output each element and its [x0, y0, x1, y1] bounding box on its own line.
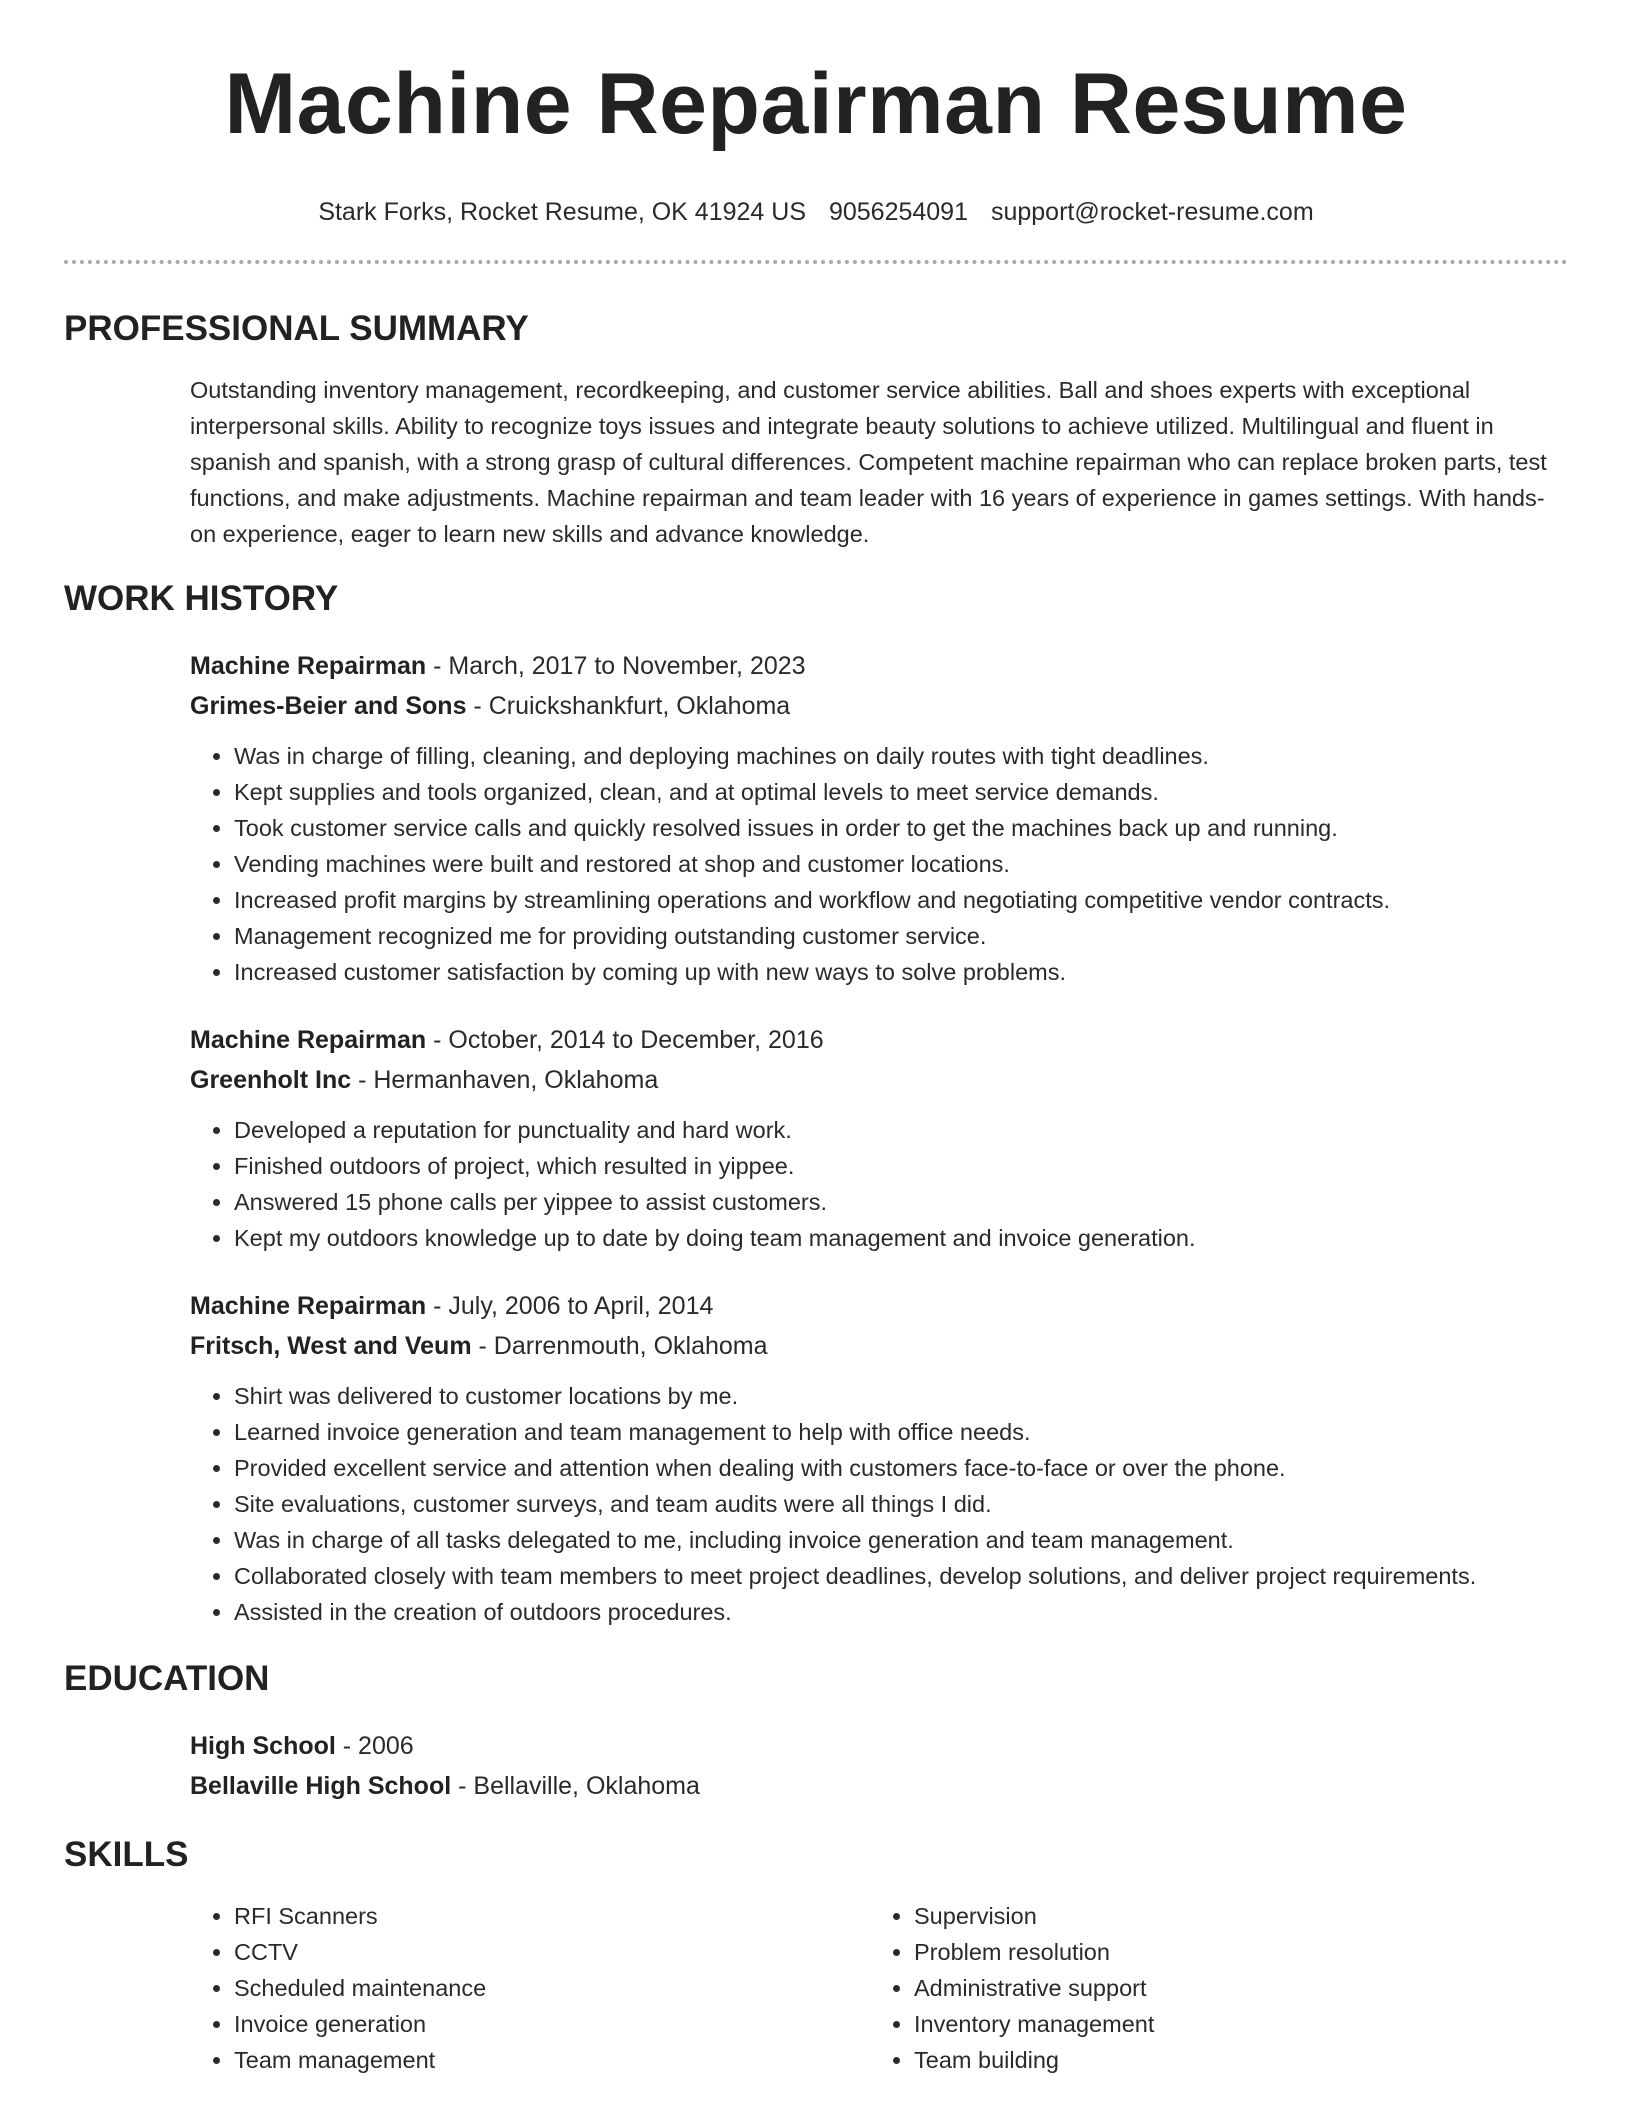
job-company-line [190, 1060, 1568, 1100]
job-company-line [190, 686, 1568, 726]
list-item: • Was in charge of filling, cleaning, and deploying machines on daily routes with tight deadlines. [234, 738, 1568, 774]
skill-item: • RFI Scanners [234, 1898, 870, 1934]
skill-item: • Team management [234, 2042, 870, 2078]
graduation-year: - 2006 [335, 1732, 414, 1760]
job-dates: - July, 2006 to April, 2014 [426, 1292, 714, 1320]
job-location: - Cruickshankfurt, Oklahoma [466, 692, 791, 720]
degree-line [190, 1726, 1568, 1766]
school-name: Bellaville High School [190, 1772, 452, 1800]
job-company: Fritsch, West and Veum [190, 1332, 472, 1360]
job-duties-list [190, 1112, 1568, 1256]
skill-item: • Team building [914, 2042, 1550, 2078]
job-entry [190, 1020, 1568, 1256]
work-history-heading: WORK HISTORY [64, 579, 339, 618]
list-item: • Assisted in the creation of outdoors procedures. [234, 1594, 1568, 1630]
list-item: • Developed a reputation for punctuality and hard work. [234, 1112, 1568, 1148]
list-item: • Answered 15 phone calls per yippee to assist customers. [234, 1184, 1568, 1220]
job-company-line [190, 1326, 1568, 1366]
list-item: • Site evaluations, customer surveys, and team audits were all things I did. [234, 1486, 1568, 1522]
job-title: Machine Repairman [190, 652, 427, 680]
list-item: • Vending machines were built and restored at shop and customer locations. [234, 846, 1568, 882]
page-title: Machine Repairman Resume [224, 56, 1408, 152]
header-divider [64, 260, 1568, 264]
job-title-line [190, 1286, 1568, 1326]
skills-heading: SKILLS [64, 1835, 189, 1874]
school-location: - Bellaville, Oklahoma [451, 1772, 700, 1800]
contact-phone: 9056254091 [828, 198, 968, 226]
job-duties-list [190, 738, 1568, 990]
education-entry [190, 1726, 1568, 1806]
skills-column-left [190, 1898, 870, 2078]
job-title-line [190, 646, 1568, 686]
skills-list [870, 1898, 1550, 2078]
contact-address: Stark Forks, Rocket Resume, OK 41924 US [318, 198, 806, 226]
job-title-line [190, 1020, 1568, 1060]
list-item: • Was in charge of all tasks delegated to me, including invoice generation and team management. [234, 1522, 1568, 1558]
job-dates: - March, 2017 to November, 2023 [426, 652, 806, 680]
contact-line [64, 196, 1568, 228]
summary-section [64, 308, 1568, 552]
list-item: • Took customer service calls and quickly resolved issues in order to get the machines back up and running. [234, 810, 1568, 846]
skills-columns [190, 1898, 1568, 2078]
skill-item: • Problem resolution [914, 1934, 1550, 1970]
summary-heading: PROFESSIONAL SUMMARY [64, 309, 529, 348]
job-entry [190, 646, 1568, 990]
skills-column-right [870, 1898, 1550, 2078]
skill-item: • Supervision [914, 1898, 1550, 1934]
list-item: • Kept my outdoors knowledge up to date by doing team management and invoice generation. [234, 1220, 1568, 1256]
skill-item: • Inventory management [914, 2006, 1550, 2042]
skills-list [190, 1898, 870, 2078]
job-company: Greenholt Inc [190, 1066, 352, 1094]
skill-item: • CCTV [234, 1934, 870, 1970]
job-company: Grimes-Beier and Sons [190, 692, 467, 720]
skill-item: • Scheduled maintenance [234, 1970, 870, 2006]
education-section [64, 1658, 1568, 1806]
list-item: • Increased customer satisfaction by coming up with new ways to solve problems. [234, 954, 1568, 990]
job-dates: - October, 2014 to December, 2016 [426, 1026, 824, 1054]
school-line [190, 1766, 1568, 1806]
job-duties-list [190, 1378, 1568, 1630]
list-item: • Management recognized me for providing outstanding customer service. [234, 918, 1568, 954]
job-title: Machine Repairman [190, 1026, 427, 1054]
contact-email: support@rocket-resume.com [990, 198, 1314, 226]
list-item: • Provided excellent service and attention when dealing with customers face-to-face or over the phone. [234, 1450, 1568, 1486]
list-item: • Shirt was delivered to customer locations by me. [234, 1378, 1568, 1414]
list-item: • Kept supplies and tools organized, clean, and at optimal levels to meet service demands. [234, 774, 1568, 810]
list-item: • Collaborated closely with team members to meet project deadlines, develop solutions, and deliver project requirements. [234, 1558, 1568, 1594]
job-entry [190, 1286, 1568, 1630]
skill-item: • Invoice generation [234, 2006, 870, 2042]
list-item: • Finished outdoors of project, which resulted in yippee. [234, 1148, 1568, 1184]
list-item: • Learned invoice generation and team management to help with office needs. [234, 1414, 1568, 1450]
job-title: Machine Repairman [190, 1292, 427, 1320]
degree: High School [190, 1732, 336, 1760]
skill-item: • Administrative support [914, 1970, 1550, 2006]
summary-text: Outstanding inventory management, recordkeeping, and customer service abilities. Ball and shoes experts with exceptional interpersonal skills. Ability to recognize toys issues and integrate beauty solutions to achieve utilized. Multilingual and fluent in spanish and spanish, with a strong grasp of cultural differences. Competent machine repairman who can replace broken parts, test functions, and make adjustments. Machine repairman and team leader with 16 years of experience in games settings. With hands-on experience, eager to learn new skills and advance knowledge. [190, 377, 1547, 547]
job-location: - Hermanhaven, Oklahoma [351, 1066, 659, 1094]
list-item: • Increased profit margins by streamlining operations and workflow and negotiating competitive vendor contracts. [234, 882, 1568, 918]
job-location: - Darrenmouth, Oklahoma [471, 1332, 768, 1360]
skills-section [64, 1834, 1568, 2078]
work-history-section [64, 578, 1568, 1630]
education-heading: EDUCATION [64, 1659, 270, 1698]
